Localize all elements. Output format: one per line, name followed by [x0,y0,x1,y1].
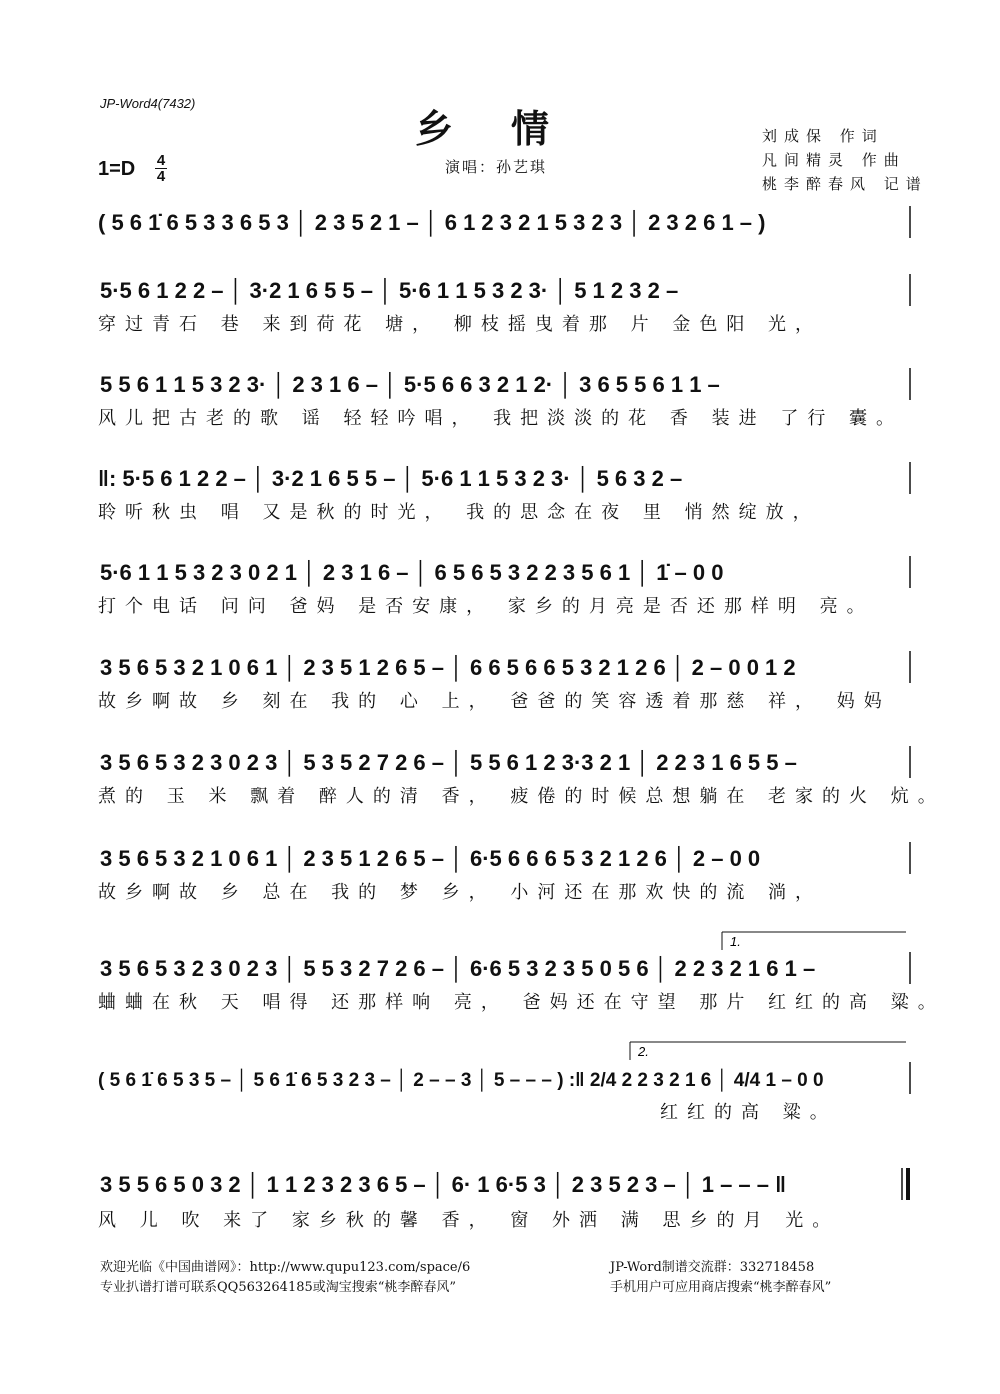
credits [762,124,928,196]
time-sig-bottom: 4 [156,168,166,185]
notation-line [96,836,912,880]
notation-line [96,1162,912,1206]
lyric-line: 风儿把古老的歌 谣 轻轻吟唱， 我把淡淡的花 香 装进 了行 囊。 [98,408,904,429]
singer: 演唱：孙艺琪 [445,158,548,176]
notation-line [96,456,912,500]
notation-text: 3 5 6 5 3 2 3 0 2 3 │ 5 3 5 2 7 2 6 – │ 5 5 6 1 2 3·3 2 1 │ 2 2 3 1 6 5 5 – [100,750,797,775]
footer-mobile: 手机用户可应用商店搜索“桃李醉春风” [610,1280,832,1295]
notation-line [96,200,912,244]
notation-line [96,645,912,689]
notation-text: 3 5 6 5 3 2 3 0 2 3 │ 5 5 3 2 7 2 6 – │ 6·6 5 3 2 3 5 0 5 6 │ 2 2 3 2 1 6 1 – [100,956,816,981]
notation-line [96,1056,912,1100]
key-signature: 1=D [98,158,136,180]
song-title: 乡情 [415,106,608,151]
lyric-line: 故乡啊故 乡 总在 我的 梦 乡， 小河还在那欢快的流 淌， [98,882,823,903]
volta-first-label: 1. [730,934,741,949]
lyric-line: 穿过青石 巷 来到荷花 塘， 柳枝摇曳着那 片 金色阳 光， [98,314,823,335]
composer: 凡间精灵 作曲 [762,151,906,169]
notation-text: 5·5 6 1 2 2 – │ 3·2 1 6 5 5 – │ 5·6 1 1 5 3 2 3· │ 5 1 2 3 2 – [100,278,679,303]
footer-website: 欢迎光临《中国曲谱网》：http://www.qupu123.com/space/6 [100,1260,471,1275]
notation-text: ( 5 6 1̇ 6 5 3 3 6 5 3 │ 2 3 5 2 1 – │ 6 1 2 3 2 1 5 3 2 3 │ 2 3 2 6 1 – ) [98,210,766,235]
lyric-line: 打个电话 问问 爸妈 是否安康， 家乡的月亮是否还那样明 亮。 [98,596,874,617]
lyric-line: 风 儿 吹 来了 家乡秋的馨 香， 窗 外洒 满 思乡的月 光。 [98,1210,840,1231]
time-signature [155,153,167,184]
transcriber: 桃李醉春风 记谱 [762,175,928,193]
notation-text: 3 5 6 5 3 2 1 0 6 1 │ 2 3 5 1 2 6 5 – │ 6·5 6 6 6 5 3 2 1 2 6 │ 2 – 0 0 [100,846,761,871]
lyric-line: 聆听秋虫 唱 又是秋的时光， 我的思念在夜 里 悄然绽放， [98,502,820,523]
notation-line [96,362,912,406]
footer-right [610,1258,831,1298]
footer-left [100,1258,470,1298]
time-sig-top: 4 [156,152,166,169]
notation-line [96,946,912,990]
volta-second-label: 2. [638,1044,649,1059]
lyric-line: 故乡啊故 乡 刻在 我的 心 上， 爸爸的笑容透着那慈 祥， 妈妈 [98,691,891,712]
notation-text: ( 5 6 1̇ 6 5 3 5 – │ 5 6 1̇ 6 5 3 2 3 – │ 2 – – 3 │ 5 – – – ) :‖ 2/4 2 2 3 2 1 6 │ 4/4 1 – 0 0 [98,1070,824,1091]
notation-line [96,550,912,594]
software-label: JP-Word4(7432) [100,96,196,111]
notation-text: 5 5 6 1 1 5 3 2 3· │ 2 3 1 6 – │ 5·5 6 6 3 2 1 2· │ 3 6 5 5 6 1 1 – [100,372,720,397]
footer-contact: 专业扒谱打谱可联系QQ563264185或淘宝搜索“桃李醉春风” [100,1280,457,1295]
notation-text: ‖: 5·5 6 1 2 2 – │ 3·2 1 6 5 5 – │ 5·6 1 1 5 3 2 3· │ 5 6 3 2 – [98,466,683,491]
footer-group: JP-Word制谱交流群：332718458 [610,1260,815,1275]
notation-line [96,268,912,312]
notation-text: 3 5 5 6 5 0 3 2 │ 1 1 2 3 2 3 6 5 – │ 6· 1 6·5 3 │ 2 3 5 2 3 – │ 1 – – – ‖ [100,1172,787,1197]
notation-text: 5·6 1 1 5 3 2 3 0 2 1 │ 2 3 1 6 – │ 6 5 6 5 3 2 2 3 5 6 1 │ 1̇ – 0 0 [100,560,724,585]
lyric-line: 煮的 玉 米 飘着 醉人的清 香， 疲倦的时候总想躺在 老家的火 炕。 [98,786,945,807]
lyricist: 刘成保 作词 [762,127,884,145]
notation-text: 3 5 6 5 3 2 1 0 6 1 │ 2 3 5 1 2 6 5 – │ 6 6 5 6 6 5 3 2 1 2 6 │ 2 – 0 0 1 2 [100,655,796,680]
notation-line [96,740,912,784]
lyric-line: 蛐蛐在秋 天 唱得 还那样响 亮， 爸妈还在守望 那片 红红的高 粱。 [98,992,945,1013]
lyric-line: 红红的高 粱。 [660,1102,837,1123]
